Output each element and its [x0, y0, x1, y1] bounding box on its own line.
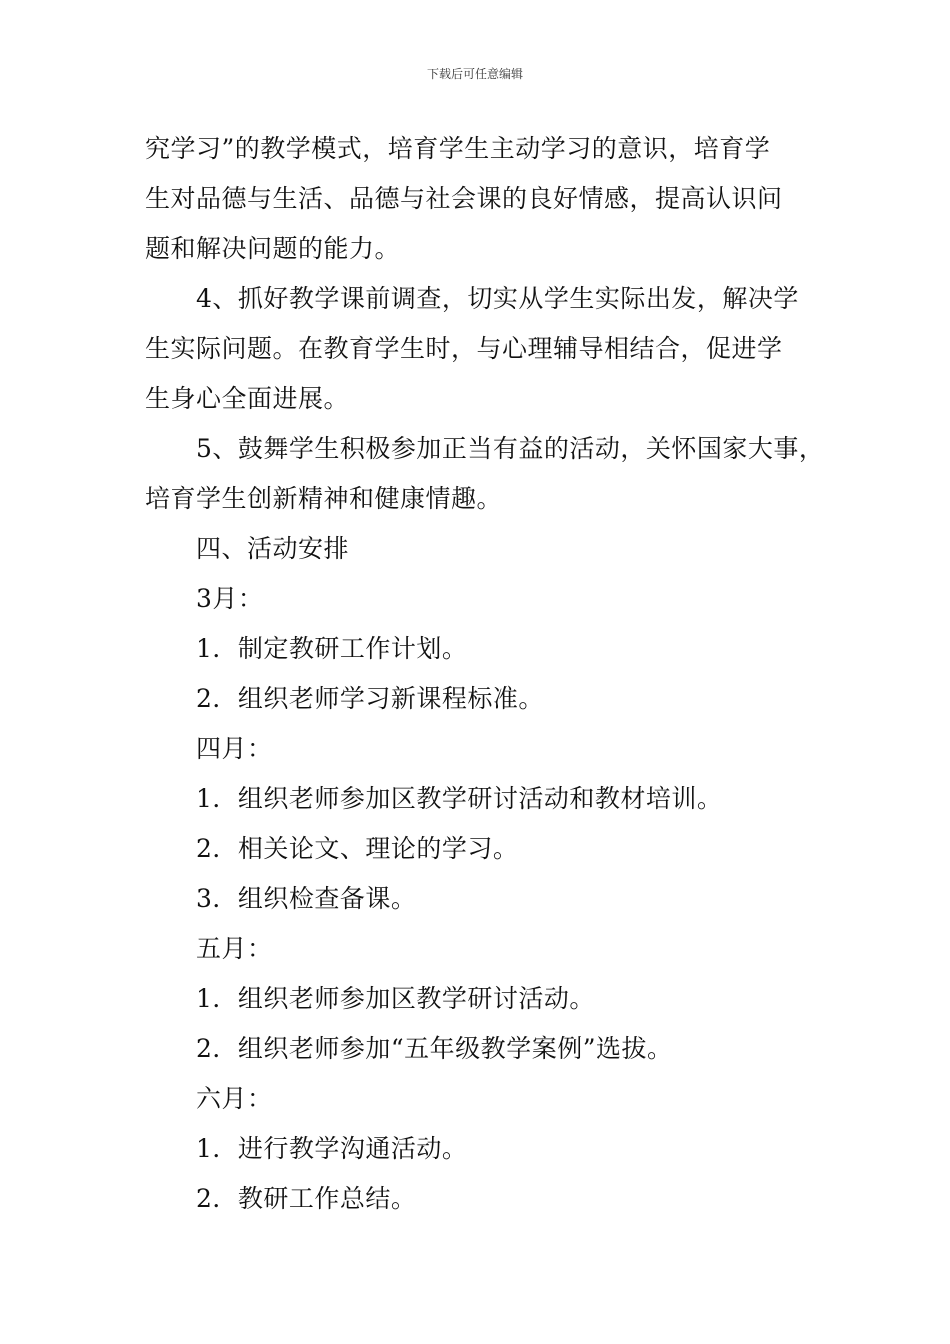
paragraph-line: 生实际问题。在教育学生时，与心理辅导相结合，促进学	[145, 334, 783, 363]
section-heading: 四、活动安排	[196, 534, 350, 563]
list-item: 2．相关论文、理论的学习。	[196, 834, 519, 863]
month-heading: 五月：	[196, 934, 273, 963]
list-item: 1．组织老师参加区教学研讨活动和教材培训。	[196, 784, 723, 813]
page-header: 下载后可任意编辑	[426, 67, 523, 81]
list-item: 2．组织老师参加“五年级教学案例”选拔。	[196, 1034, 673, 1063]
paragraph-line: 5、鼓舞学生积极参加正当有益的活动，关怀国家大事，	[196, 434, 825, 463]
document-body	[145, 124, 835, 1224]
month-heading: 四月：	[196, 734, 273, 763]
paragraph-line: 生对品德与生活、品德与社会课的良好情感，提高认识问	[145, 184, 783, 213]
list-item: 2．组织老师学习新课程标准。	[196, 684, 544, 713]
list-item: 1．制定教研工作计划。	[196, 634, 468, 663]
list-item: 3．组织检查备课。	[196, 884, 417, 913]
paragraph-line: 题和解决问题的能力。	[145, 234, 401, 263]
list-item: 2．教研工作总结。	[196, 1184, 417, 1213]
paragraph-line: 究学习”的教学模式，培育学生主动学习的意识，培育学	[145, 134, 771, 163]
list-item: 1．进行教学沟通活动。	[196, 1134, 468, 1163]
paragraph-line: 4、抓好教学课前调查，切实从学生实际出发，解决学	[196, 284, 799, 313]
paragraph-line: 生身心全面进展。	[145, 384, 350, 413]
month-heading: 六月：	[196, 1084, 273, 1113]
month-heading: 3月：	[196, 584, 264, 613]
paragraph-line: 培育学生创新精神和健康情趣。	[145, 484, 503, 513]
list-item: 1．组织老师参加区教学研讨活动。	[196, 984, 595, 1013]
